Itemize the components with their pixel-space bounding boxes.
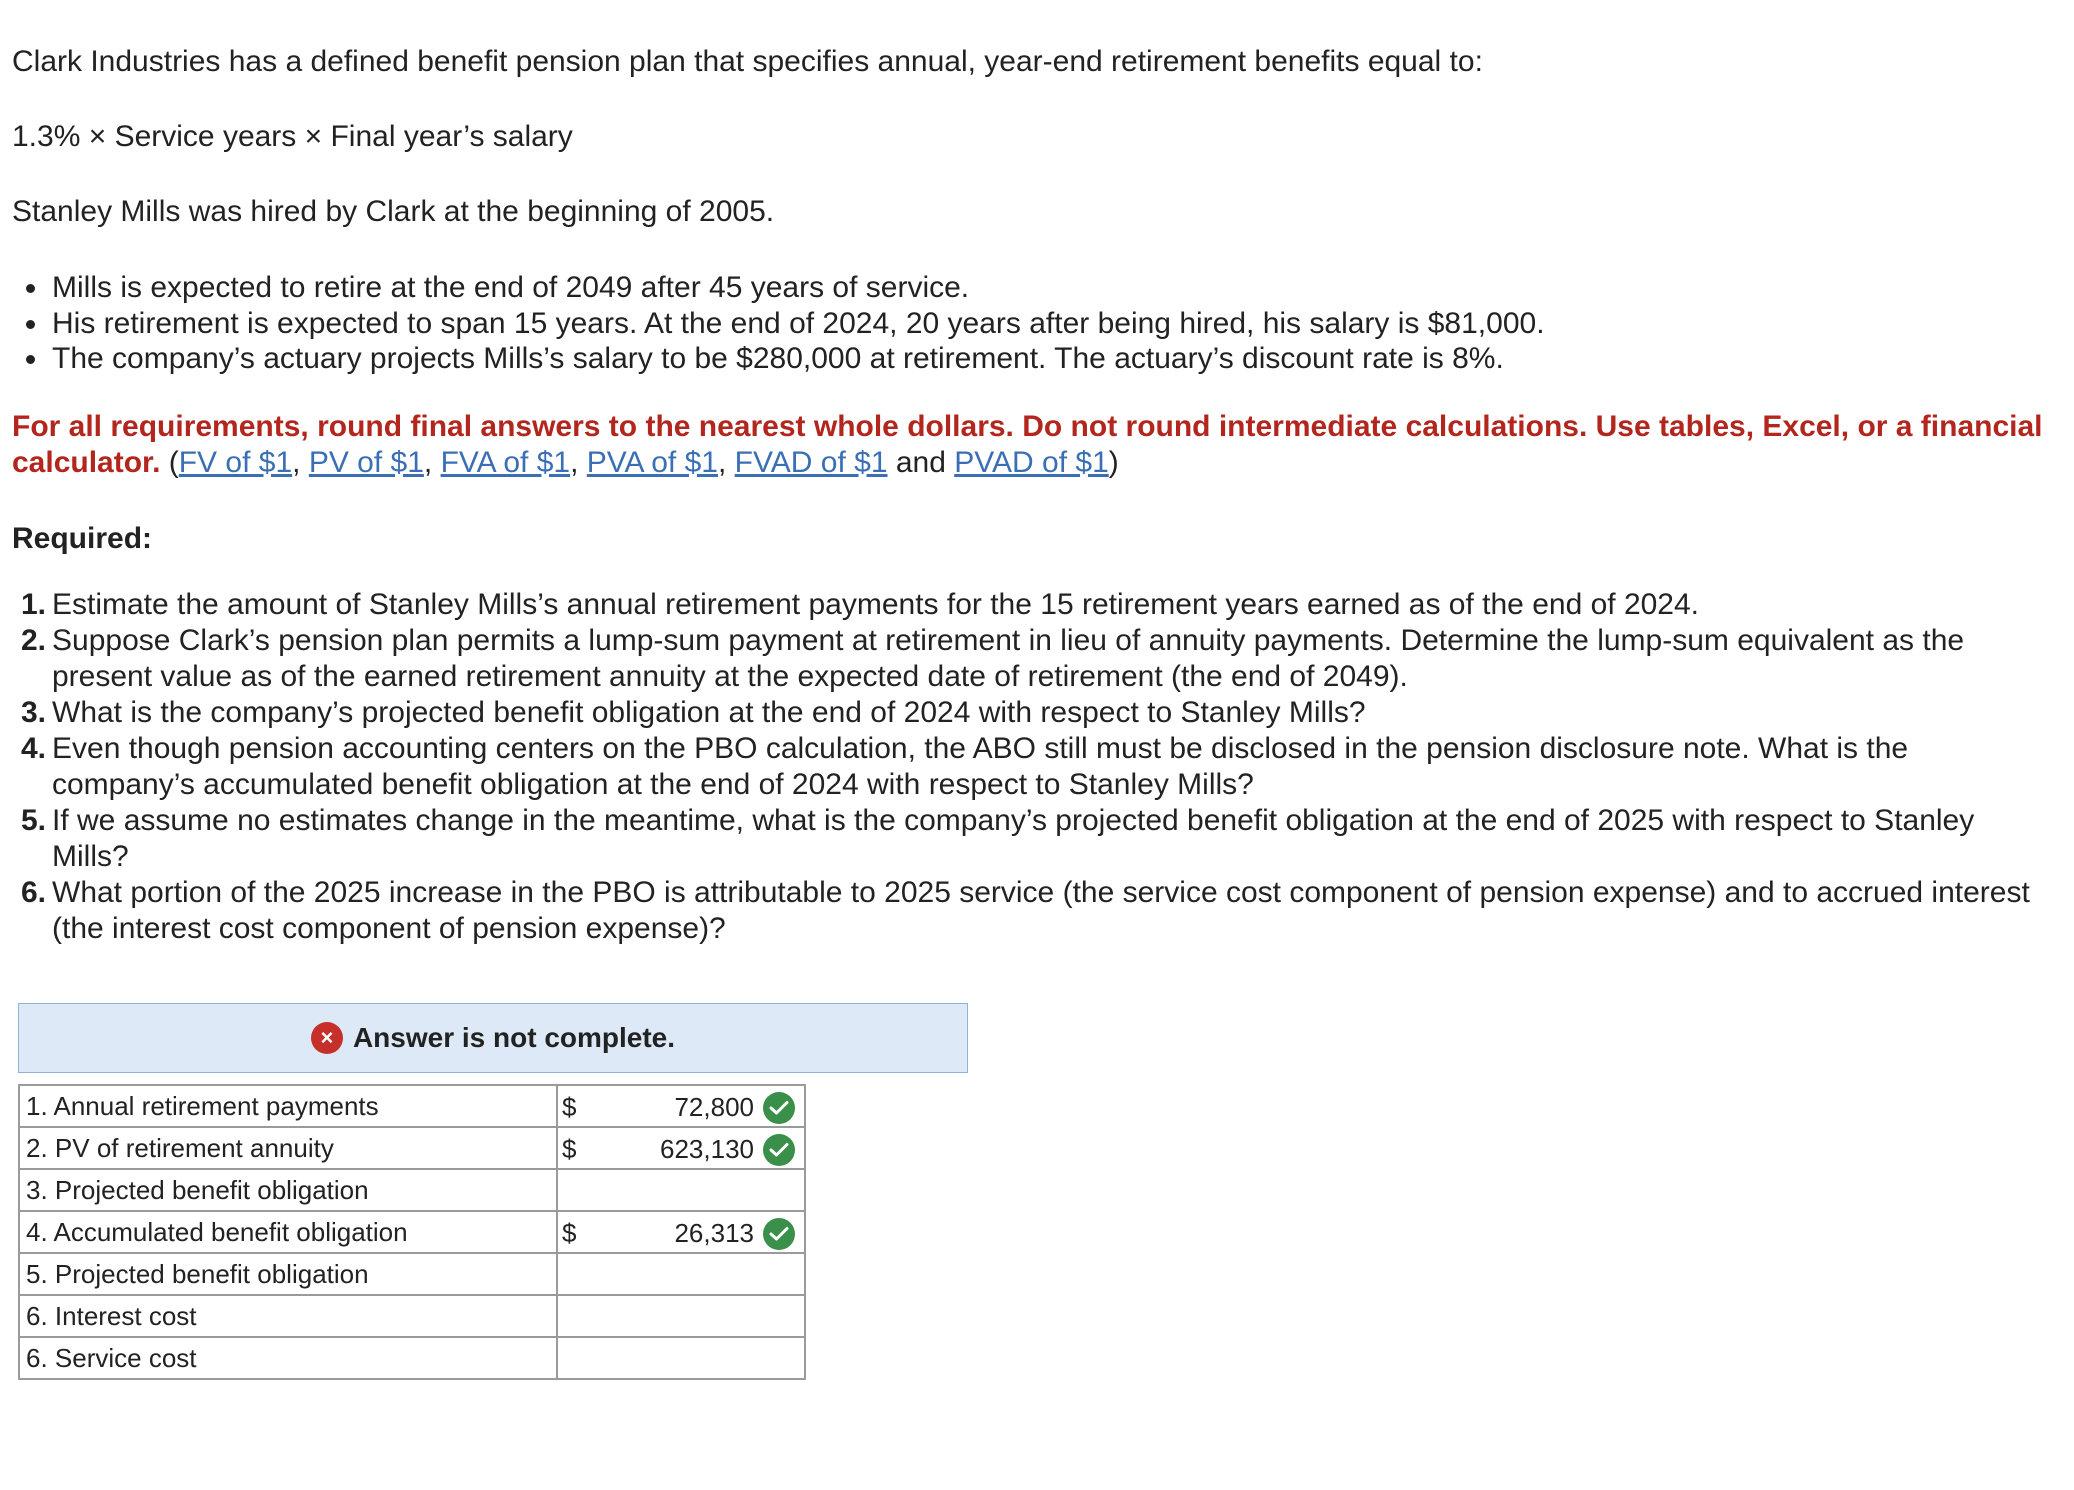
check-circle-icon <box>763 1134 795 1166</box>
requirement-item: 4. Even though pension accounting centers on the PBO calculation, the ABO still must be disclosed in the pension disclosure note. What is the company’s accumulated benefit obligation at the end of 2024 with respect to Stanley Mills? <box>20 731 1909 801</box>
answer-status-banner <box>18 1003 968 1073</box>
requirement-item: 2. Suppose Clark’s pension plan permits a lump-sum payment at retirement in lieu of annuity payments. Determine the lump-sum equivalent as the present value as of the earned retirement annuity at the expected date of retirement (the end of 2049). <box>20 623 1965 693</box>
requirements-list <box>12 587 2052 947</box>
answer-input-cell[interactable] <box>557 1127 805 1169</box>
benefit-formula: 1.3% × Service years × Final year’s salary <box>12 120 573 153</box>
answer-label: 6. Interest cost <box>19 1295 557 1337</box>
answer-value: 623,130 <box>660 1134 754 1164</box>
requirement-item: 3. What is the company’s projected benefit obligation at the end of 2024 with respect to Stanley Mills? <box>20 695 1366 729</box>
answer-label: 6. Service cost <box>19 1337 557 1379</box>
answer-label: 4. Accumulated benefit obligation <box>19 1211 557 1253</box>
table-row <box>19 1337 805 1379</box>
answer-value: 72,800 <box>674 1092 754 1122</box>
answer-input-cell[interactable] <box>557 1253 805 1295</box>
facts-list <box>12 270 2052 377</box>
currency-symbol: $ <box>562 1134 577 1164</box>
table-row <box>19 1211 805 1253</box>
list-item: His retirement is expected to span 15 years. At the end of 2024, 20 years after being hired, his salary is $81,000. <box>52 306 2052 342</box>
error-x-icon: × <box>311 1022 343 1054</box>
table-row <box>19 1253 805 1295</box>
currency-symbol: $ <box>562 1218 577 1248</box>
answer-input-cell[interactable] <box>557 1169 805 1211</box>
check-circle-icon <box>763 1218 795 1250</box>
answer-input-cell[interactable] <box>557 1295 805 1337</box>
requirement-item: 1. Estimate the amount of Stanley Mills’s annual retirement payments for the 15 retirement years earned as of the end of 2024. <box>20 587 1700 621</box>
fvad-table-link[interactable]: FVAD of $1 <box>734 445 888 479</box>
currency-symbol: $ <box>562 1092 577 1122</box>
fv-table-link[interactable]: FV of $1 <box>178 445 293 479</box>
list-item: Mills is expected to retire at the end of 2049 after 45 years of service. <box>52 270 2052 306</box>
answer-input-cell[interactable] <box>557 1085 805 1127</box>
hired-text: Stanley Mills was hired by Clark at the beginning of 2005. <box>12 195 775 228</box>
table-row <box>19 1085 805 1127</box>
answer-status-text: Answer is not complete. <box>352 1022 676 1053</box>
answer-label: 2. PV of retirement annuity <box>19 1127 557 1169</box>
fva-table-link[interactable]: FVA of $1 <box>440 445 571 479</box>
answer-input-cell[interactable] <box>557 1337 805 1379</box>
pva-table-link[interactable]: PVA of $1 <box>586 445 718 479</box>
answer-input-cell[interactable] <box>557 1211 805 1253</box>
list-item: The company’s actuary projects Mills’s salary to be $280,000 at retirement. The actuary’s discount rate is 8%. <box>52 341 2052 377</box>
answer-label: 1. Annual retirement payments <box>19 1085 557 1127</box>
table-row <box>19 1295 805 1337</box>
rounding-instructions-bold: For all requirements, round final answers to the nearest whole dollars. Do not round intermediate calculations. Use tables, Excel, or a financial calculator. <box>12 409 2043 479</box>
table-row <box>19 1169 805 1211</box>
pv-table-link[interactable]: PV of $1 <box>308 445 424 479</box>
table-row <box>19 1127 805 1169</box>
answer-table <box>18 1084 806 1380</box>
rounding-instructions: For all requirements, round final answers to the nearest whole dollars. Do not round intermediate calculations. Use tables, Excel, or a financial calculator. (FV of $1, PV of $1, FVA of $1, PVA of $1, FVAD of $1 and PVAD of $1) <box>12 409 2043 479</box>
requirement-item: 6. What portion of the 2025 increase in the PBO is attributable to 2025 service (the service cost component of pension expense) and to accrued interest (the interest cost component of pension expense)? <box>20 875 2030 945</box>
pvad-table-link[interactable]: PVAD of $1 <box>954 445 1109 479</box>
answer-label: 3. Projected benefit obligation <box>19 1169 557 1211</box>
problem-content <box>12 44 2052 947</box>
check-circle-icon <box>763 1092 795 1124</box>
requirement-item: 5. If we assume no estimates change in the meantime, what is the company’s projected benefit obligation at the end of 2025 with respect to Stanley Mills? <box>20 803 1975 873</box>
answer-value: 26,313 <box>674 1218 754 1248</box>
required-heading: Required: <box>12 521 153 555</box>
intro-text: Clark Industries has a defined benefit pension plan that specifies annual, year-end retirement benefits equal to: <box>12 45 1483 78</box>
answer-label: 5. Projected benefit obligation <box>19 1253 557 1295</box>
